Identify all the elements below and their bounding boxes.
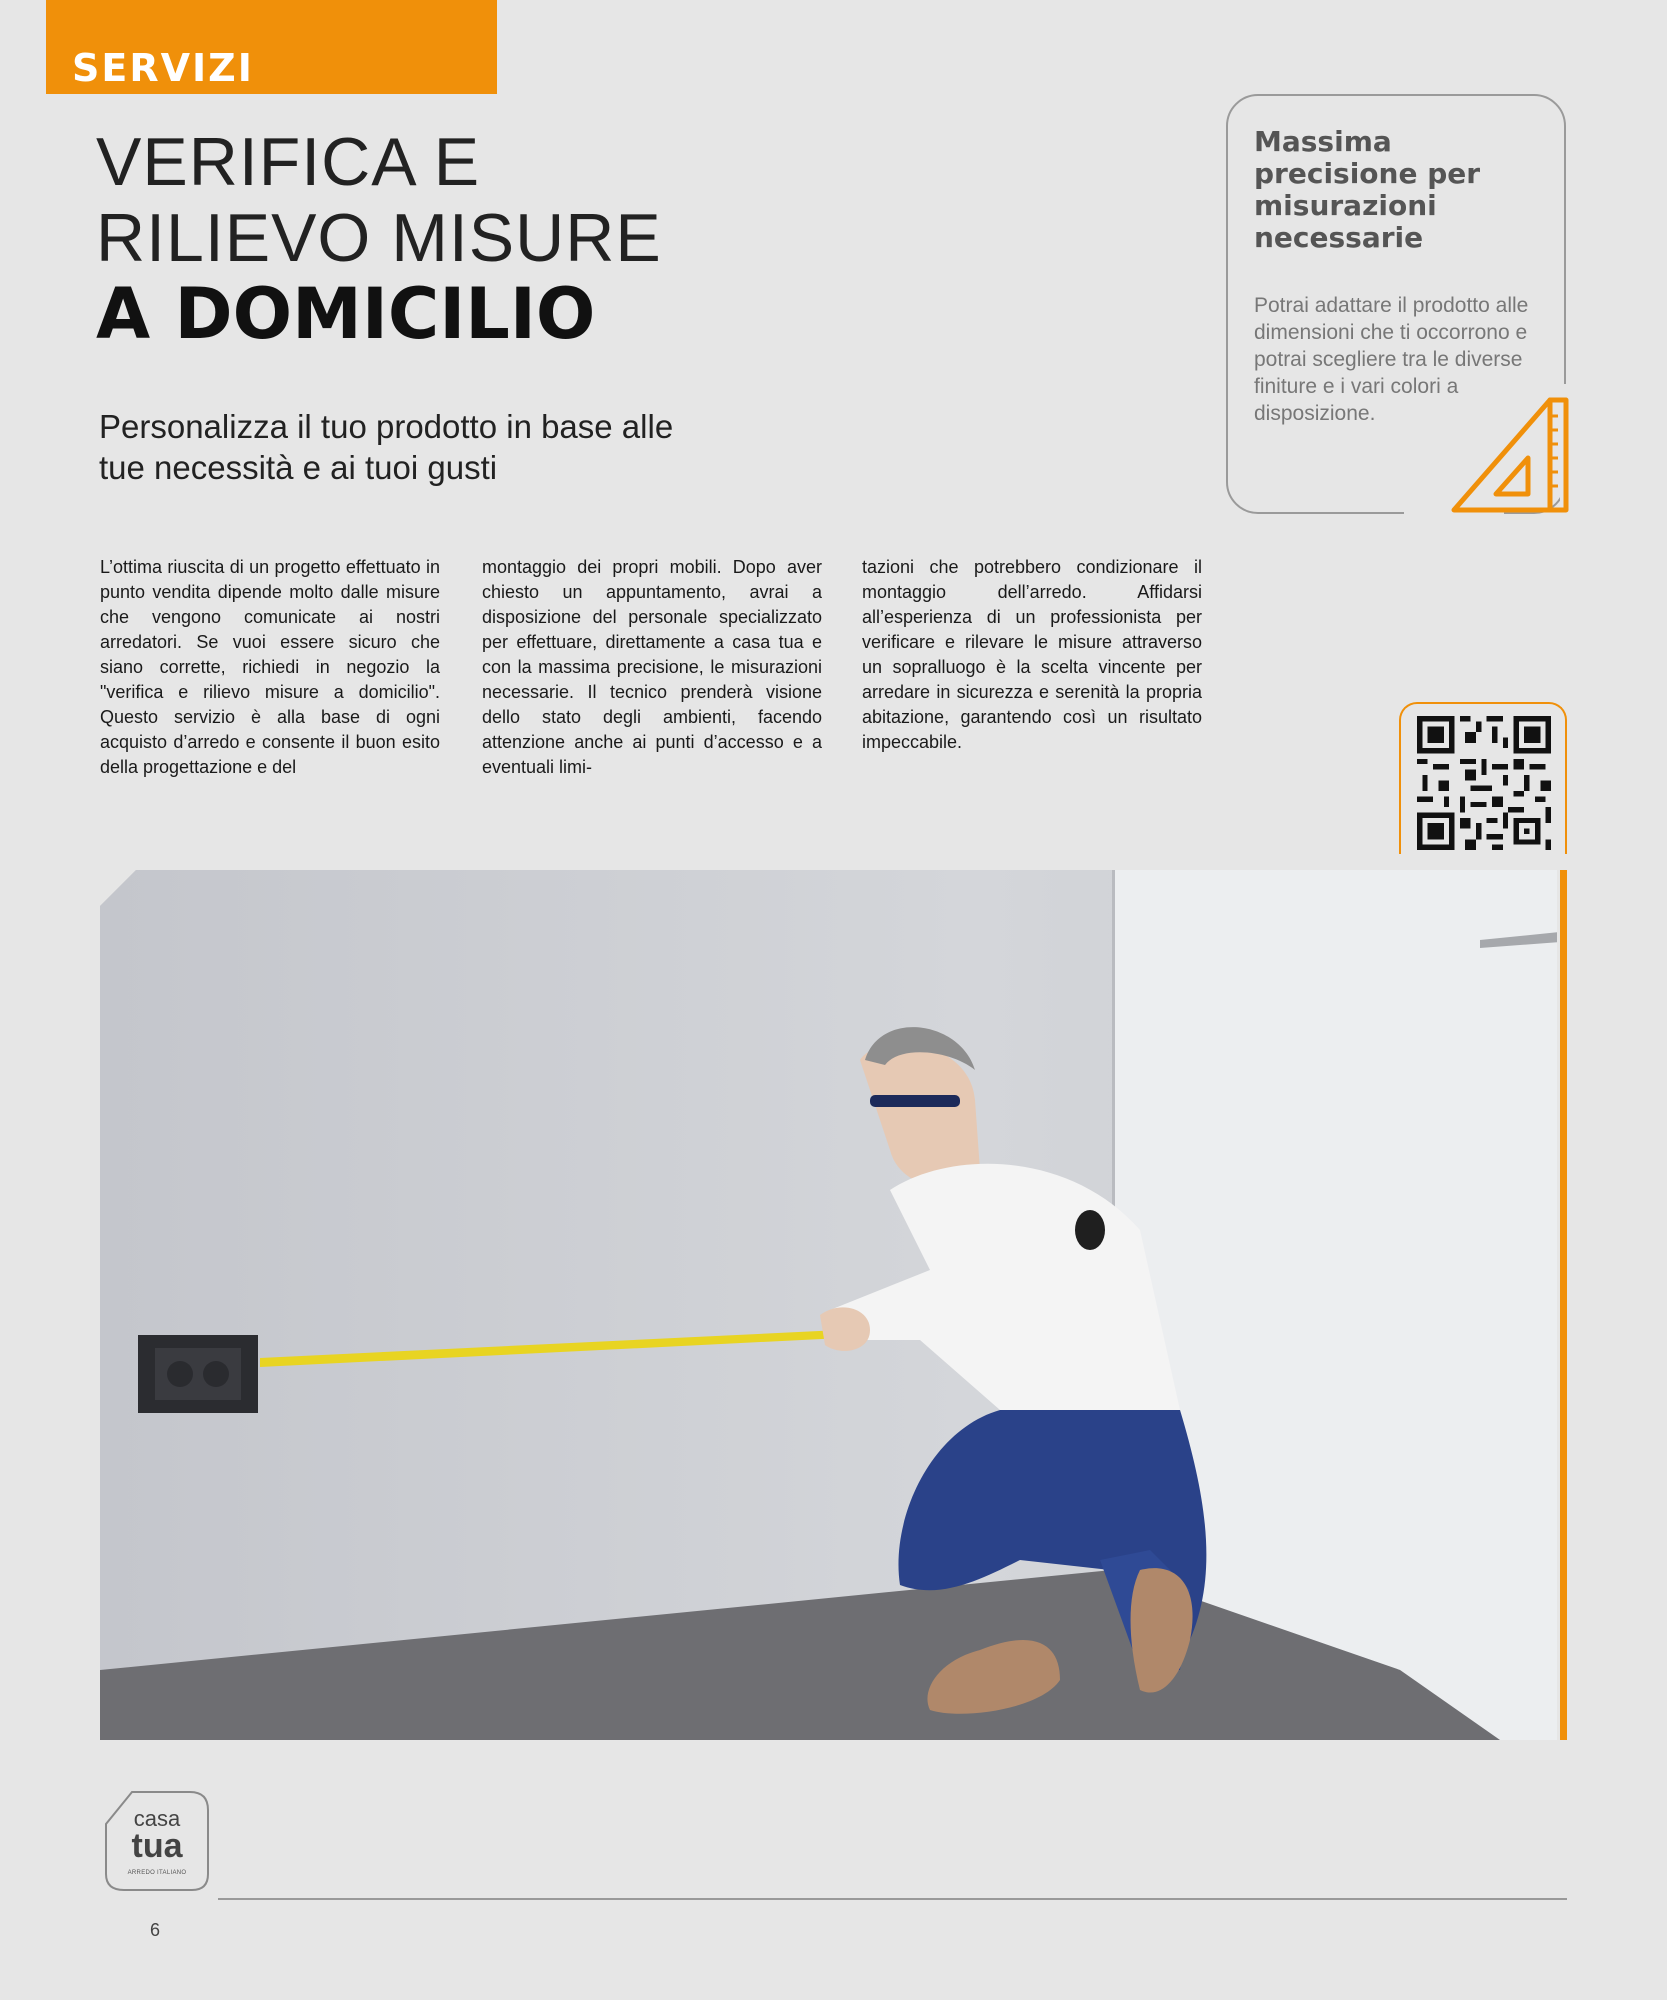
body-column-3: tazioni che potrebbero condizionare il montaggio dell’arredo. Affidarsi all’esperienza di un professionista per verificare e rilevare le misure attraverso un sopralluogo è la scelta vincente per arredare in sicurezza e serenità la propria abitazione, garantendo così un risultato impeccabile. [862, 557, 1202, 752]
qr-code-icon [1417, 716, 1551, 850]
ruler-square-icon [1450, 396, 1570, 516]
footer-divider [218, 1898, 1567, 1900]
subtitle [99, 406, 779, 488]
casa-tua-logo [104, 1790, 210, 1892]
title-bold-line: A DOMICILIO [96, 273, 596, 355]
logo-tagline: ARREDO ITALIANO [127, 1870, 187, 1876]
title-line-2: RILIEVO MISURE [96, 200, 662, 276]
body-column-2: montaggio dei propri mobili. Dopo aver chiesto un appuntamento, avrai a disposizione del personale specializzato per effettuare, direttamente a casa tua e con la massima precisione, le misurazioni necessarie. Il tecnico prenderà visione dello stato degli ambienti, facendo attenzione anche ai punti d’accesso e a eventuali limi- [482, 557, 822, 777]
highlight-text: Potrai adattare il prodotto alle dimensioni che ti occorrono e potrai scegliere tra le diverse finiture e i vari colori a disposizione. [1254, 294, 1529, 425]
hero-photo [100, 870, 1557, 1740]
qr-code[interactable] [1399, 702, 1567, 854]
logo-casa-text: casa [133, 1806, 181, 1831]
title-line-1: VERIFICA E [96, 124, 481, 200]
highlight-title: Massima precisione per misurazioni necessarie [1254, 125, 1481, 254]
subtitle-line-1: Personalizza il tuo prodotto in base alle [99, 408, 674, 445]
section-tab [46, 0, 497, 94]
photo-accent-bar [1560, 870, 1567, 1740]
page-title [96, 124, 662, 355]
page-number: 6 [150, 1920, 161, 1940]
section-label: SERVIZI [72, 46, 254, 90]
technician-measuring-image [100, 870, 1557, 1740]
logo-tua-text: tua [131, 1827, 183, 1865]
body-column-1: L’ottima riuscita di un progetto effettuato in punto vendita dipende molto dalle misure che vengono comunicate ai nostri arredatori. Se vuoi essere sicuro che siano corrette, richiedi in negozio la "verifica e rilievo misure a domicilio". Questo servizio è alla base di ogni acquisto d’arredo e consente il buon esito della progettazione e del [100, 557, 440, 777]
subtitle-line-2: tue necessità e ai tuoi gusti [99, 449, 498, 486]
